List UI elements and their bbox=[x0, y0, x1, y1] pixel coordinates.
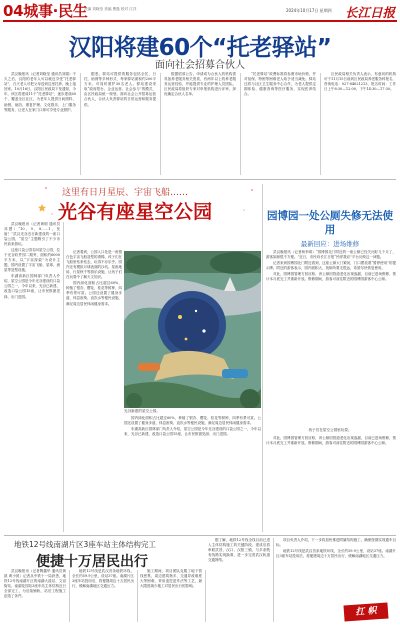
column-divider bbox=[69, 570, 70, 622]
lead-subhead: 面向社会招募合伙人 bbox=[155, 60, 245, 71]
lead-column-4: “托老驿站”收费标准将参照市场价格，并对低保、特困等困难老人给予适当减免。驿站还将与社区卫生服务中心合作，为老人提供定期体检、健康咨询等医疗服务，实现医养结合。 bbox=[244, 72, 316, 97]
park-aerial-image bbox=[124, 251, 261, 408]
brand-stamp: 扛 帜 bbox=[343, 602, 388, 621]
column-divider bbox=[320, 73, 321, 175]
column-divider bbox=[137, 570, 138, 622]
column-divider bbox=[80, 73, 81, 175]
editor-credits: 责编 刘晓莹 美编 曹磊 校对 江洋 bbox=[84, 7, 137, 11]
park-kicker: 这里有日月星辰、宇宙飞船…… bbox=[62, 188, 189, 198]
metro-headline: 便捷十万居民出行 bbox=[36, 554, 148, 570]
park-column-2: 记者看到，公园入口处是一座银白色宇宙飞船造型的滑梯，孩子们在飞船里钻来钻去，玩得不亦乐乎。园内还有模拟月球表面的沙坑、星座地砖、行星秋千等游乐设施，让孩子们在玩耍中了解天文知识。 园内绿化面积占比超过60%，种植了银杏、樱花、桂花等树种，四季有景可赏。公园还设置了健身步道、休息座椅、直饮水等便民设施，满足周边居民休闲健身需求。 bbox=[66, 250, 122, 306]
newspaper-logo: 长江日报 bbox=[345, 5, 396, 20]
metro-kicker: 地铁12号线南湖片区3座车站主体结构完工 bbox=[14, 540, 156, 549]
toilet-body: 武汉晚报讯（记者杨李琪）“园博园北门附近的一座公厕已经关闭好几个月了，游客如厕很不方便。”近日，市民向长江日报“民呼我应”平台反映这一问题。 记者来到园博园北门附近看到，这座公厕大门紧闭，门口摆放着“暂停使用”的提示牌。附近的游客表示，园内面积大，找厕所要走很远，希望尽快恢复使用。 对此，园博园管理方回应称，该公厕因管道老化出现渗漏，目前已进场维修，预计本月底完工并重新开放。维修期间，游客可前往附近的园博园游客中心公厕。 bbox=[266, 250, 396, 281]
photo-caption-2: 孩子们在星空公园里玩耍。 bbox=[308, 428, 352, 432]
lead-headline: 汉阳将建60个“托老驿站” bbox=[68, 35, 332, 61]
metro-column-3: 施工期间，项目团队克服了地下管线密集、周边建筑物多、交通导改难度大等困难，采用盖挖逆作法等工艺，最大限度减少施工对居民出行的影响。 bbox=[140, 569, 202, 589]
metro-column-5: 项目负责人介绍，下一步将加快推进附属结构施工，确保按期实现通车目标。 地铁12号线是武汉首条地铁环线，全长约59.9公里，设站37座。南湖片区3座车站投用后，将便捷周边十万居民出行，缓解南湖地区交通压力。 bbox=[276, 538, 396, 558]
masthead-rule bbox=[3, 20, 397, 22]
star-park-photo bbox=[124, 251, 261, 408]
issue-date: 2024年10月17日 星期四 bbox=[286, 8, 332, 13]
toilet-body-2: 对此，园博园管理方回应称，该公厕因管道老化出现渗漏，目前已进场维修，预计本月底完工并重新开放。维修期间，游客可前往附近的园博园游客中心公厕。 bbox=[266, 436, 396, 446]
photo-caption: 光谷新建的星空公园。 bbox=[124, 409, 160, 413]
column-divider bbox=[240, 73, 241, 175]
column-divider bbox=[273, 538, 274, 622]
lead-column-2: 据悉，驿站可提供的服务包括全托、日托、助餐等多种形式，每家驿站面积约200平方米，可同时照护30名老人。驿站建设采取“政府搭台、企业运营、社会参与”的模式，由区民政局统一规划，面向社会公开招募运营合伙人，合伙人负责驿站的日常运营和服务提供。 bbox=[84, 72, 156, 107]
lead-column-5: 区民政局相关负责人表示，有意向的机构可于11月15日前到区民政局养老服务科报名，咨询电话：027-84621213，报名时间：工作日上午8:30—12:00，下午14:30—17:30。 bbox=[324, 72, 396, 92]
lead-column-3: 根据招募公告，申请成为合伙人的机构需具备养老服务相关资质，有两年以上的养老服务运营经验，并能提供专业的护理人员团队。区民政局将组织专家对申报机构进行评审，择优确定合伙人名单。 bbox=[164, 72, 236, 97]
starry-decoration bbox=[38, 180, 258, 222]
toilet-headline: 园博园一处公厕失修无法使用 bbox=[267, 210, 393, 236]
column-divider bbox=[63, 222, 64, 532]
park-headline: 光谷有座星空公园 bbox=[58, 201, 213, 223]
metro-column-1: 武汉晚报讯（记者陶鑫华 通讯员黄凯 黄小波）记者从中铁十一局获悉，地铁12号线南湖片区的南湖大道站、文治街站、南湖花园站3座车站主体结构近日全部完工，为后续铺轨、站后工程施工创造了条件。 bbox=[4, 569, 66, 599]
park-column-3: 园内绿化面积占比超过60%，种植了银杏、樱花、桂花等树种，四季有景可赏。公园还设置了健身步道、休息座椅、直饮水等便民设施，满足周边居民休闲健身需求。 东湖高新区园林部门负责人介绍，星空公园是今年光谷建设的口袋公园之一，今年以来，光谷已新建、改造口袋公园15座，让市民推窗见绿、出门进园。 bbox=[124, 416, 261, 436]
lead-column-1: 武汉晚报讯（记者刘晓莹 通讯员刘娟）不久之后，汉阳的老年人可以就近享受“托老驿站”，白天老人可把父母送到这里托养，晚上接回家。10月16日，汉阳区民政局下发通知，今年，该区将建成11个“托老驿站”，逐步建成60个，覆盖全区社区，为老年人提供日间照料、助餐、助浴、康复护理、文化娱乐、上门服务等服务，让老人在家门口即可享受专业照护。 bbox=[4, 72, 76, 112]
metro-column-4: 据了解，地铁12号线全线目前已进入主体结构施工的关键阶段，建成后将串联武昌、汉口、汉阳三镇，与多条既有线路实现换乘，进一步完善武汉轨道交通网络。 bbox=[208, 538, 270, 563]
toilet-subhead: 最新回应：进场维修 bbox=[300, 240, 360, 248]
column-divider bbox=[205, 570, 206, 622]
section-divider bbox=[4, 535, 396, 536]
column-divider bbox=[160, 73, 161, 175]
metro-column-2: 地铁12号线是武汉首条地铁环线，全长约59.9公里，设站37座。南湖片区3座车站投用后，将便捷周边十万居民出行，缓解南湖地区交通压力。 bbox=[72, 569, 134, 589]
section-title: 04城事·民生 bbox=[3, 2, 88, 20]
park-column-1: 武汉晚报讯（记者黄明 通讯员邓慧）“10、9、8……1，发射！”武汉光谷近日新建成的一座口袋公园，“星空”主题吸引了不少市民前来游玩。 这座口袋公园名叫星空公园，位于光谷软件园二期旁，面积约6000平方米，以“宇宙探索”为设计主题，园内设置了宇宙飞船、星球、流星等造型设施。 东湖高新区园林部门负责人介绍，星空公园是今年光谷建设的口袋公园之一，今年以来，光谷已新建、改造口袋公园15座，让市民推窗见绿、出门进园。 bbox=[4, 222, 60, 299]
